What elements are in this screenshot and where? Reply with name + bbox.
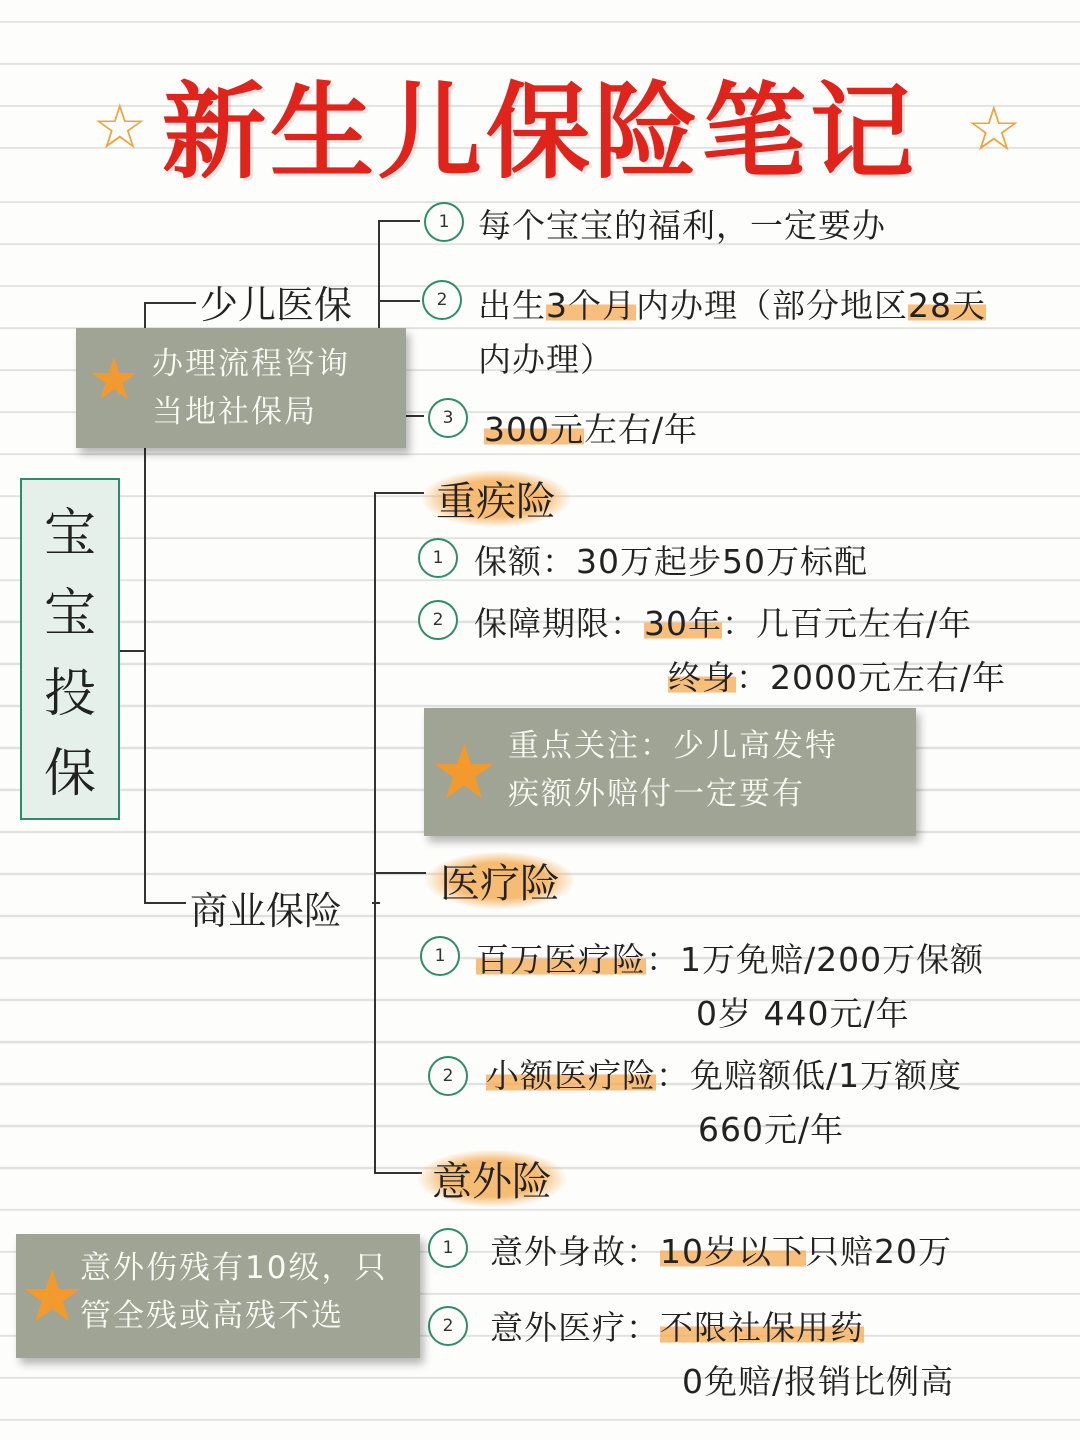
star-icon: ★	[430, 727, 501, 816]
medical-ins-item-2: 小额医疗险：免赔额低/1万额度	[486, 1056, 963, 1095]
medical-item-2-line2: 内办理）	[478, 340, 614, 379]
critical-item-1: 保额：30万起步50万标配	[474, 542, 868, 581]
connector	[378, 300, 420, 302]
accident-item-1: 意外身故：10岁以下只赔20万	[490, 1232, 952, 1271]
medical-ins-item-1-line2: 0岁 440元/年	[696, 994, 910, 1033]
accident-item-2: 意外医疗：不限社保用药	[490, 1308, 864, 1347]
medical-note: ★ 办理流程咨询 当地社保局	[76, 328, 406, 448]
root-char: 保	[43, 744, 96, 804]
accident-insurance-heading: 意外险	[418, 1150, 566, 1207]
connector	[374, 492, 376, 1174]
medical-item-2: 出生3个月内办理（部分地区28天	[478, 286, 986, 325]
branch-commercial-label: 商业保险	[190, 889, 343, 933]
critical-item-2: 保障期限：30年：几百元左右/年	[474, 604, 973, 643]
star-icon: ☆	[92, 90, 148, 163]
medical-insurance-heading: 医疗险	[426, 852, 574, 909]
number-badge: 2	[422, 280, 462, 320]
connector	[374, 492, 424, 494]
accident-item-2-line2: 0免赔/报销比例高	[682, 1362, 955, 1401]
connector	[374, 872, 426, 874]
connector	[144, 302, 196, 304]
number-badge: 3	[428, 398, 468, 438]
connector	[120, 650, 146, 652]
connector	[378, 220, 420, 222]
number-badge: 2	[418, 600, 458, 640]
medical-ins-item-2-line2: 660元/年	[698, 1110, 845, 1149]
number-badge: 1	[420, 936, 460, 976]
critical-note: ★ 重点关注：少儿高发特 疾额外赔付一定要有	[424, 708, 916, 836]
medical-item-1: 每个宝宝的福利，一定要办	[478, 206, 886, 245]
critical-item-2-line2: 终身：2000元左右/年	[668, 658, 1007, 697]
critical-illness-heading: 重疾险	[422, 470, 570, 527]
number-badge: 2	[428, 1306, 468, 1346]
root-box	[20, 478, 120, 820]
root-char: 宝	[43, 504, 96, 564]
connector	[374, 1172, 422, 1174]
branch-medical-label: 少儿医保	[200, 283, 353, 327]
number-badge: 1	[418, 538, 458, 578]
medical-item-3: 300元左右/年	[484, 410, 699, 449]
medical-ins-item-1: 百万医疗险：1万免赔/200万保额	[476, 940, 985, 979]
page-title: 新生儿保险笔记	[161, 71, 918, 193]
number-badge: 1	[424, 202, 464, 242]
connector	[144, 902, 186, 904]
star-icon: ★	[20, 1254, 87, 1338]
root-char: 宝	[43, 584, 96, 644]
number-badge: 2	[428, 1056, 468, 1096]
star-icon: ☆	[966, 92, 1022, 165]
number-badge: 1	[428, 1228, 468, 1268]
accident-note: ★ 意外伤残有10级，只 管全残或高残不选	[16, 1234, 420, 1358]
star-icon: ★	[88, 345, 142, 413]
root-char: 投	[43, 664, 96, 724]
